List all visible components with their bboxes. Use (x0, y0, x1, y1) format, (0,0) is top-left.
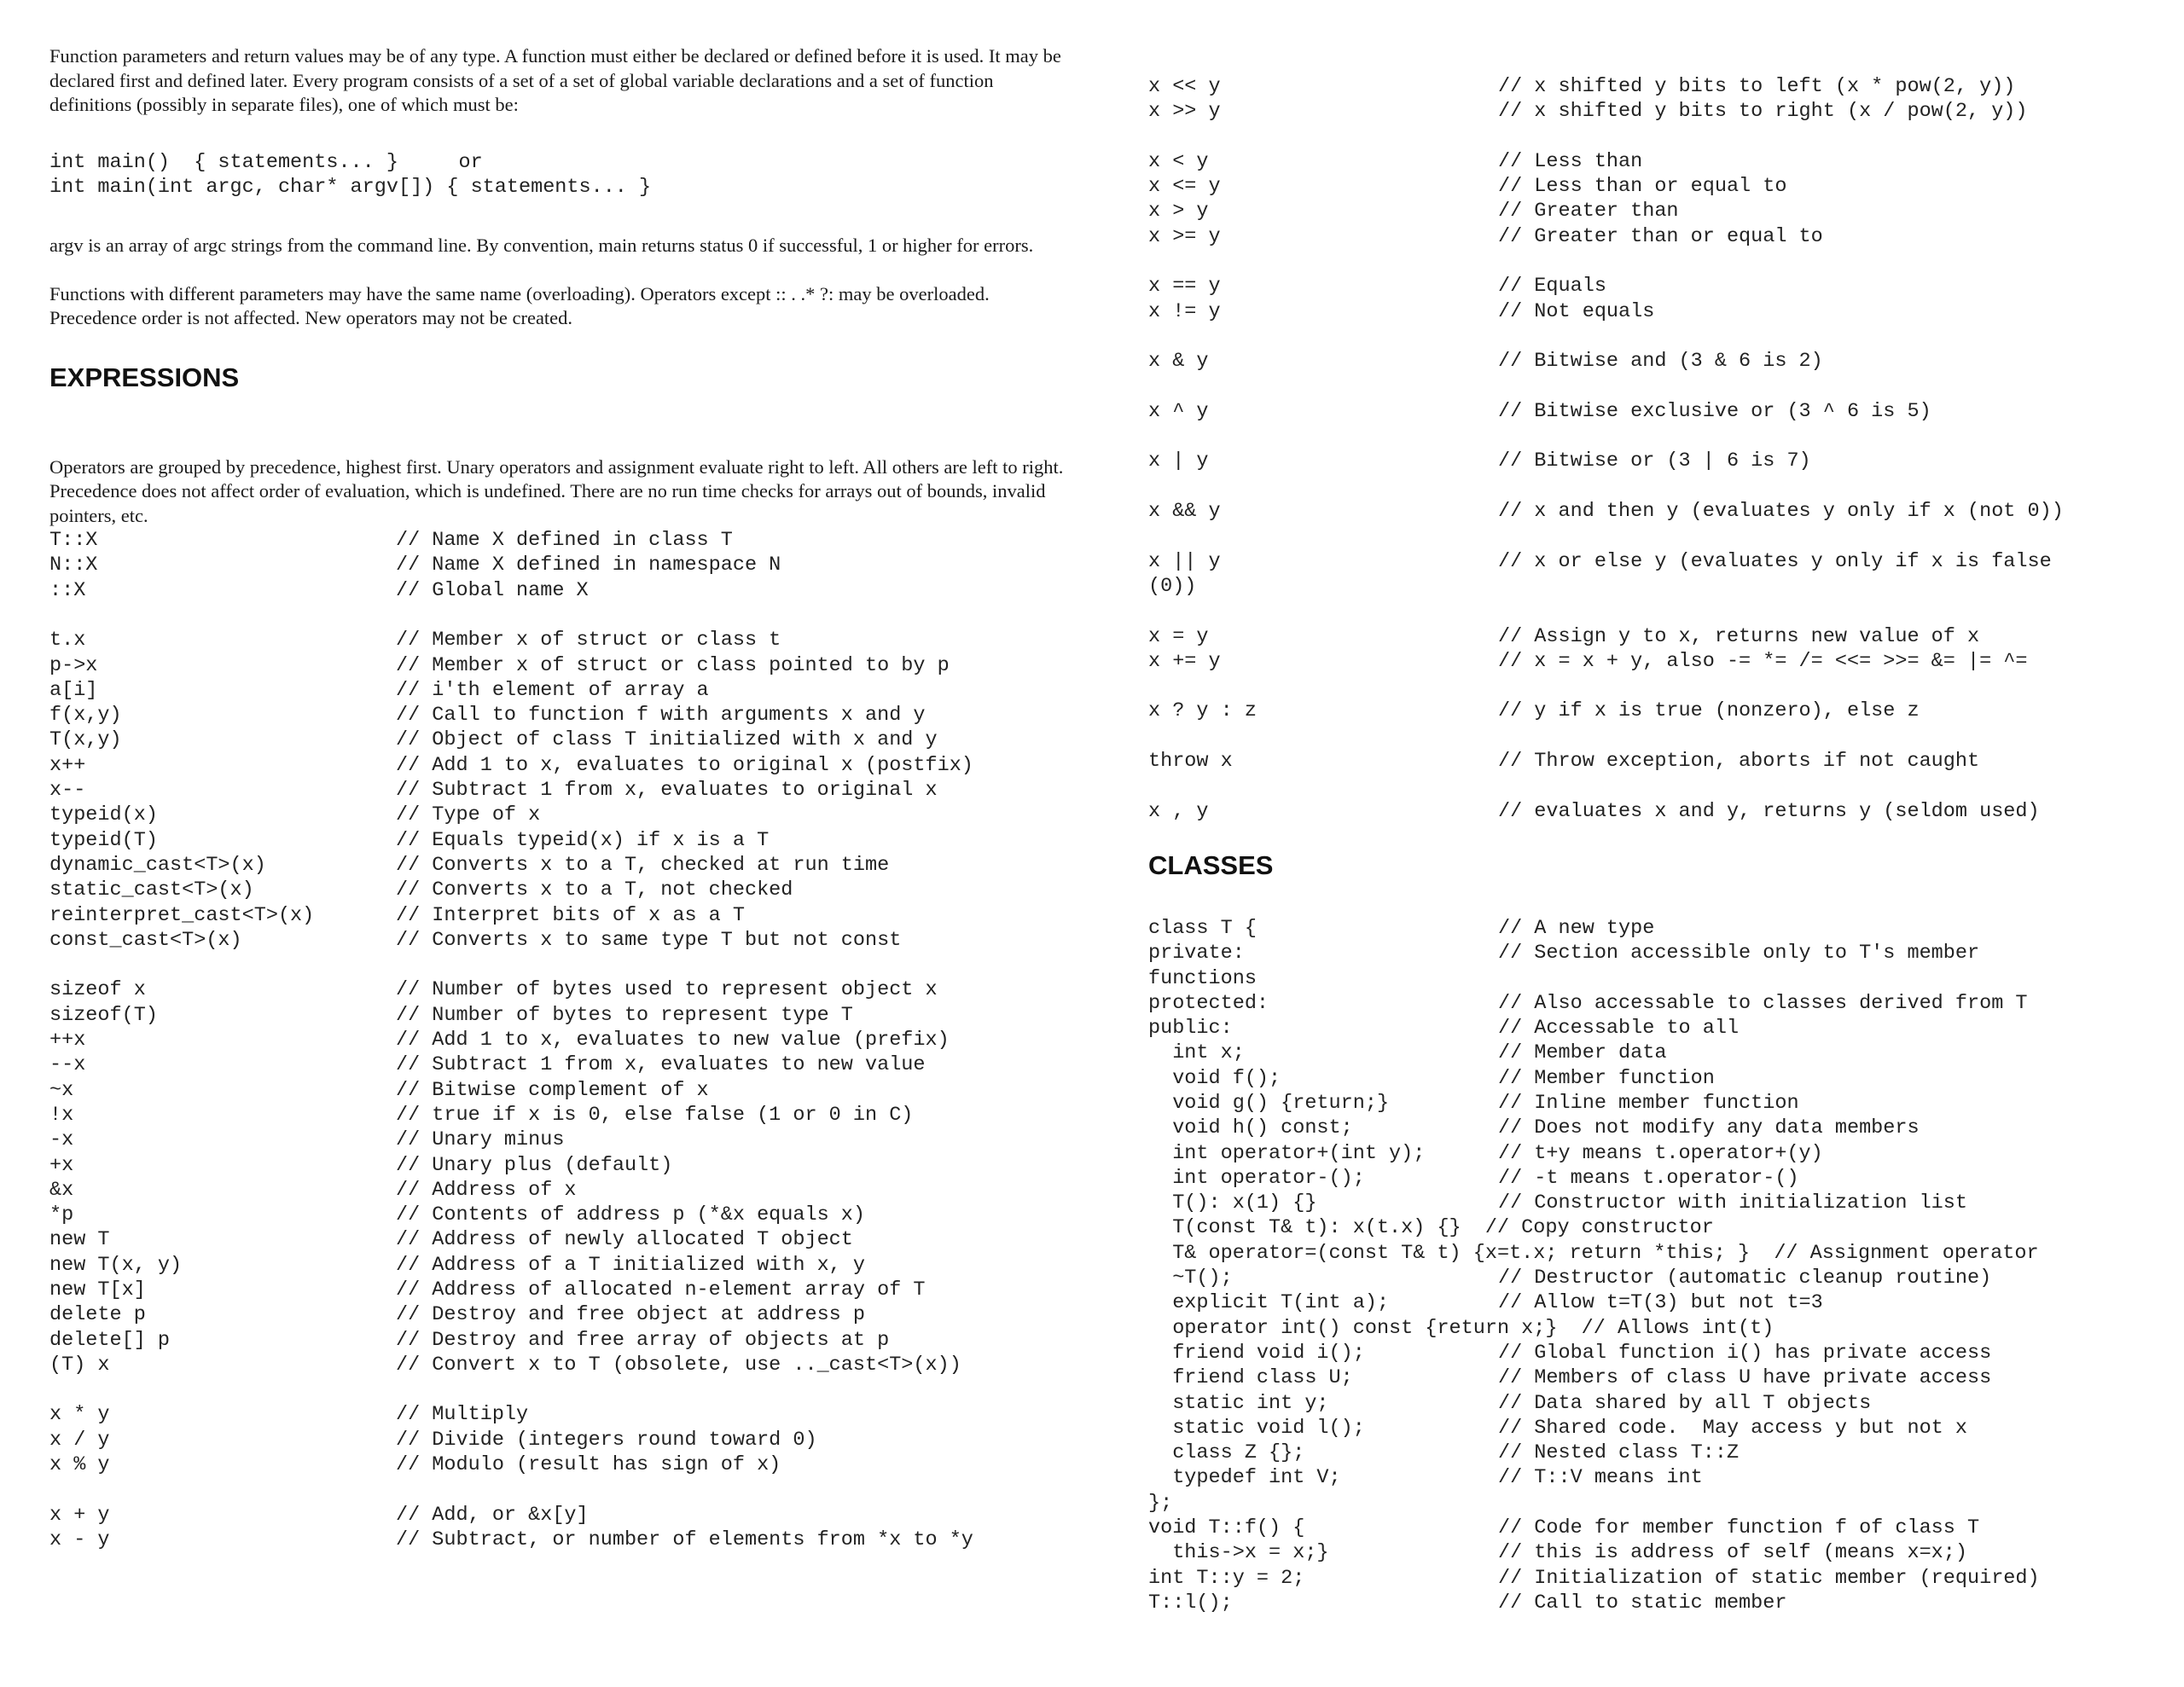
code-comment: // Does not modify any data members (1498, 1116, 1920, 1140)
code-row (49, 678, 1065, 703)
code-row (1148, 574, 2155, 599)
code-expression: sizeof(T) (49, 1003, 158, 1027)
code-expression: void h() const; (1148, 1116, 1353, 1140)
code-comment: // Add 1 to x, evaluates to new value (prefix) (396, 1029, 950, 1052)
code-row (49, 778, 1065, 803)
code-comment: // x or else y (evaluates y only if x is false (1498, 549, 2052, 573)
code-comment: // Bitwise exclusive or (3 ^ 6 is 5) (1498, 399, 1931, 423)
code-comment: // Member x of struct or class t (396, 629, 781, 652)
code-expression: a[i] (49, 678, 98, 702)
code-comment: // Also accessable to classes derived from T (1498, 991, 2028, 1015)
code-row (1148, 1491, 2155, 1516)
code-comment: // Inline member function (1498, 1091, 1799, 1115)
code-comment: // Converts x to same type T but not const (396, 928, 902, 952)
code-row (49, 553, 1065, 577)
code-comment: // x and then y (evaluates y only if x (not 0)) (1498, 500, 2064, 524)
code-expression: new T[x] (49, 1278, 146, 1301)
code-comment: // T::V means int (1498, 1466, 1703, 1490)
code-comment: // i'th element of array a (396, 678, 709, 702)
code-comment: // Converts x to a T, checked at run time (396, 853, 890, 877)
code-expression: x + y (49, 1503, 110, 1527)
code-expression: T(): x(1) {} (1148, 1191, 1317, 1215)
code-comment: // Subtract 1 from x, evaluates to original x (396, 779, 938, 803)
code-comment: // Subtract 1 from x, evaluates to new value (396, 1053, 926, 1077)
code-comment: // t+y means t.operator+(y) (1498, 1141, 1823, 1165)
code-row (1148, 1191, 2155, 1215)
code-row (1148, 499, 2155, 524)
code-comment: // Add 1 to x, evaluates to original x (postfix) (396, 753, 973, 777)
code-comment: // Address of a T initialized with x, y (396, 1253, 865, 1277)
code-row (49, 1278, 1065, 1302)
classes-heading: CLASSES (1148, 849, 1274, 880)
code-expression: f(x,y) (49, 704, 122, 728)
code-row (49, 578, 1065, 603)
code-comment: // Not equals (1498, 299, 1655, 323)
code-row (49, 1103, 1065, 1128)
code-line: int main() { statements... } or (49, 150, 483, 174)
code-expression: x == y (1148, 275, 1221, 299)
code-comment: // Section accessible only to T's member (1498, 942, 1980, 965)
code-expression: class Z {}; (1148, 1441, 1305, 1465)
code-expression: delete[] p (49, 1328, 171, 1352)
code-comment: // Less than or equal to (1498, 175, 1787, 199)
code-comment: // Destroy and free array of objects at p (396, 1328, 890, 1352)
code-expression: typedef int V; (1148, 1466, 1341, 1490)
code-row (49, 628, 1065, 652)
code-expression: static int y; (1148, 1391, 1329, 1415)
code-comment: // Number of bytes to represent type T (396, 1003, 853, 1027)
code-expression: -x (49, 1128, 74, 1152)
code-comment: // Data shared by all T objects (1498, 1391, 1872, 1415)
code-comment: // Allow t=T(3) but not t=3 (1498, 1291, 1823, 1315)
code-expression: int x; (1148, 1041, 1245, 1065)
code-comment: // Assign y to x, returns new value of x (1498, 624, 1980, 648)
code-expression: x <= y (1148, 175, 1221, 199)
code-comment: // Object of class T initialized with x and y (396, 728, 938, 752)
code-expression: x += y (1148, 649, 1221, 673)
code-row (1148, 1465, 2155, 1490)
code-row (1148, 1566, 2155, 1591)
code-expression: int operator+(int y); (1148, 1141, 1426, 1165)
code-expression: new T (49, 1228, 110, 1252)
code-expression: x >= y (1148, 224, 1221, 248)
code-row (49, 1203, 1065, 1227)
left-column (49, 44, 1065, 1552)
code-comment: // Converts x to a T, not checked (396, 878, 793, 902)
code-comment: // Call to static member (1498, 1591, 1787, 1615)
code-comment: // Throw exception, aborts if not caught (1498, 750, 1980, 774)
code-expression: t.x (49, 629, 86, 652)
code-expression: +x (49, 1153, 74, 1177)
code-comment: // Name X defined in class T (396, 529, 733, 553)
code-row (1148, 174, 2155, 199)
intro-paragraph: Function parameters and return values may be of any type. A function must either be declared or defined before it is used. It may be declared first and defined later. Every program consists of a set of a set of global variable declarations and a set of function definitions (possibly in separate files), one of which must be: (49, 45, 1061, 115)
code-comment: // Less than (1498, 149, 1643, 173)
code-row (49, 653, 1065, 678)
code-expression: explicit T(int a); (1148, 1291, 1390, 1315)
code-comment: // x shifted y bits to left (x * pow(2, y)) (1498, 75, 2016, 98)
code-comment: // Equals typeid(x) if x is a T (396, 828, 770, 852)
code-row (49, 1227, 1065, 1252)
code-row (49, 1128, 1065, 1152)
expressions-heading: EXPRESSIONS (49, 362, 240, 392)
code-comment: // x shifted y bits to right (x / pow(2, y)) (1498, 100, 2028, 124)
code-line: int main(int argc, char* argv[]) { statements... } (49, 175, 652, 199)
code-row (1148, 624, 2155, 649)
code-expression: delete p (49, 1303, 146, 1327)
code-row (1148, 1341, 2155, 1365)
operator-table (1148, 74, 2155, 824)
code-row (1148, 1316, 2155, 1341)
code-expression: !x (49, 1103, 74, 1127)
code-expression: T& operator=(const T& t) {x=t.x; return *this; } // Assignment operator (1148, 1241, 2039, 1265)
code-row (1148, 449, 2155, 473)
code-row (1148, 1241, 2155, 1266)
code-row (49, 928, 1065, 953)
code-expression: x << y (1148, 75, 1221, 98)
code-row (49, 1302, 1065, 1327)
code-comment: // Address of allocated n-element array of T (396, 1278, 926, 1301)
expression-table (49, 528, 1065, 1552)
code-row (1148, 991, 2155, 1016)
code-comment: // x = x + y, also -= *= /= <<= >>= &= |= ^= (1498, 649, 2028, 673)
code-row (49, 1178, 1065, 1203)
code-expression: x || y (1148, 549, 1221, 573)
code-expression: T::l(); (1148, 1591, 1233, 1615)
code-expression: typeid(T) (49, 828, 158, 852)
argv-paragraph: argv is an array of argc strings from the command line. By convention, main returns status 0 if successful, 1 or higher for errors. (49, 235, 1034, 257)
code-row (49, 1253, 1065, 1278)
code-comment: // Accessable to all (1498, 1017, 1740, 1041)
code-row (1148, 1266, 2155, 1290)
code-row (1148, 1116, 2155, 1140)
code-row (1148, 799, 2155, 824)
code-row (1148, 1290, 2155, 1315)
code-row (1148, 749, 2155, 774)
code-row (1148, 99, 2155, 124)
code-row (1148, 1365, 2155, 1390)
code-expression: }; (1148, 1491, 1173, 1515)
code-expression: T::X (49, 529, 98, 553)
code-expression: class T { (1148, 916, 1257, 940)
code-row (49, 1452, 1065, 1477)
code-expression: N::X (49, 554, 98, 577)
code-row (49, 903, 1065, 928)
code-expression: static void l(); (1148, 1416, 1365, 1440)
code-comment: // Bitwise complement of x (396, 1078, 709, 1102)
code-comment: // Contents of address p (*&x equals x) (396, 1203, 865, 1227)
code-comment: // Code for member function f of class T (1498, 1516, 1980, 1540)
code-comment: // this is address of self (means x=x;) (1498, 1541, 1967, 1565)
code-row (1148, 1166, 2155, 1191)
code-row (1148, 224, 2155, 249)
code-expression: x & y (1148, 350, 1209, 374)
code-row (49, 703, 1065, 728)
code-expression: static_cast<T>(x) (49, 878, 254, 902)
code-comment: // Global name X (396, 578, 589, 602)
code-row (1148, 274, 2155, 299)
code-row (49, 753, 1065, 778)
code-expression: void T::f() { (1148, 1516, 1305, 1540)
code-comment: // Member data (1498, 1041, 1667, 1065)
code-comment: // Greater than (1498, 200, 1679, 223)
code-expression: (0)) (1148, 574, 1197, 598)
code-expression: ::X (49, 578, 86, 602)
code-row (49, 1503, 1065, 1528)
code-row (1148, 1516, 2155, 1540)
code-row (1148, 299, 2155, 324)
code-row (1148, 549, 2155, 574)
code-expression: --x (49, 1053, 86, 1077)
code-row (49, 803, 1065, 827)
code-row (49, 528, 1065, 553)
code-row (49, 1402, 1065, 1427)
operators-paragraph: Operators are grouped by precedence, highest first. Unary operators and assignment evaluate right to left. All others are left to right. Precedence does not affect order of evaluation, which is undefined. There are no run time checks for arrays out of bounds, invalid pointers, etc. (49, 455, 1064, 526)
code-expression: x++ (49, 753, 86, 777)
code-expression: new T(x, y) (49, 1253, 183, 1277)
code-comment: // Add, or &x[y] (396, 1503, 589, 1527)
code-expression: void f(); (1148, 1066, 1281, 1090)
code-expression: x != y (1148, 299, 1221, 323)
code-row (1148, 149, 2155, 174)
code-row (1148, 1391, 2155, 1416)
code-row (1148, 649, 2155, 674)
code-comment: // y if x is true (nonzero), else z (1498, 699, 1920, 723)
code-row (1148, 74, 2155, 99)
code-comment: // Name X defined in namespace N (396, 554, 781, 577)
code-row (1148, 1591, 2155, 1615)
code-row (49, 1003, 1065, 1028)
code-expression: dynamic_cast<T>(x) (49, 853, 266, 877)
code-expression: void g() {return;} (1148, 1091, 1390, 1115)
code-comment: // Global function i() has private access (1498, 1341, 1992, 1365)
class-definition (1148, 916, 2155, 1615)
main-signatures (49, 150, 1065, 200)
code-expression: sizeof x (49, 978, 146, 1002)
code-expression: x = y (1148, 624, 1209, 648)
code-comment: // Interpret bits of x as a T (396, 903, 745, 927)
code-comment: // Greater than or equal to (1498, 224, 1823, 248)
code-comment: // Destructor (automatic cleanup routine) (1498, 1267, 1992, 1290)
code-expression: T(const T& t): x(t.x) {} // Copy constructor (1148, 1216, 1714, 1240)
code-expression: protected: (1148, 991, 1269, 1015)
code-expression: throw x (1148, 750, 1233, 774)
code-comment: // Divide (integers round toward 0) (396, 1428, 817, 1452)
code-row (1148, 1215, 2155, 1240)
code-expression: ~T(); (1148, 1267, 1233, 1290)
code-expression: functions (1148, 966, 1257, 990)
code-row (1148, 966, 2155, 991)
code-comment: // Modulo (result has sign of x) (396, 1453, 781, 1477)
code-row (49, 828, 1065, 853)
code-comment: // -t means t.operator-() (1498, 1166, 1799, 1190)
code-row (1148, 1041, 2155, 1065)
code-comment: // Members of class U have private access (1498, 1366, 1992, 1390)
code-expression: x / y (49, 1428, 110, 1452)
code-row (49, 1078, 1065, 1103)
code-expression: *p (49, 1203, 74, 1227)
code-comment: // Nested class T::Z (1498, 1441, 1740, 1465)
code-comment: // Number of bytes used to represent object x (396, 978, 938, 1002)
code-comment: // Address of newly allocated T object (396, 1228, 853, 1252)
code-row (49, 1328, 1065, 1353)
code-comment: // Convert x to T (obsolete, use .._cast<T>(x)) (396, 1353, 961, 1377)
code-comment: // A new type (1498, 916, 1655, 940)
code-comment: // Type of x (396, 803, 541, 827)
code-expression: x % y (49, 1453, 110, 1477)
code-expression: int T::y = 2; (1148, 1566, 1305, 1590)
code-expression: x | y (1148, 449, 1209, 473)
code-expression: operator int() const {return x;} // Allows int(t) (1148, 1316, 1774, 1340)
code-comment: // Multiply (396, 1403, 529, 1427)
code-expression: friend void i(); (1148, 1341, 1365, 1365)
code-row (1148, 349, 2155, 374)
code-expression: x * y (49, 1403, 110, 1427)
code-expression: private: (1148, 942, 1245, 965)
code-row (1148, 1540, 2155, 1565)
code-row (1148, 916, 2155, 941)
code-row (49, 1153, 1065, 1178)
code-expression: x > y (1148, 200, 1209, 223)
code-comment: // Destroy and free object at address p (396, 1303, 865, 1327)
code-expression: const_cast<T>(x) (49, 928, 242, 952)
code-row (1148, 1141, 2155, 1166)
code-comment: // Unary minus (396, 1128, 565, 1152)
code-row (49, 728, 1065, 752)
code-row (49, 1052, 1065, 1077)
code-expression: ++x (49, 1029, 86, 1052)
code-expression: friend class U; (1148, 1366, 1353, 1390)
code-comment: // Initialization of static member (required) (1498, 1566, 2040, 1590)
code-row (1148, 199, 2155, 223)
code-expression: typeid(x) (49, 803, 158, 827)
code-comment: // Unary plus (default) (396, 1153, 673, 1177)
code-expression: x - y (49, 1528, 110, 1551)
code-comment: // Constructor with initialization list (1498, 1191, 1967, 1215)
code-expression: &x (49, 1178, 74, 1202)
code-row (1148, 1091, 2155, 1116)
code-comment: // Address of x (396, 1178, 577, 1202)
code-expression: x >> y (1148, 100, 1221, 124)
code-comment: // Member function (1498, 1066, 1715, 1090)
code-row (1148, 399, 2155, 424)
code-comment: // true if x is 0, else false (1 or 0 in C) (396, 1103, 914, 1127)
code-expression: x , y (1148, 799, 1209, 823)
code-comment: // Member x of struct or class pointed to by p (396, 653, 950, 677)
code-row (49, 1028, 1065, 1052)
code-row (49, 853, 1065, 878)
code-comment: // Equals (1498, 275, 1606, 299)
code-row (1148, 1066, 2155, 1091)
code-expression: x ^ y (1148, 399, 1209, 423)
code-expression: ~x (49, 1078, 74, 1102)
code-expression: public: (1148, 1017, 1233, 1041)
overloading-paragraph: Functions with different parameters may have the same name (overloading). Operators except :: . .* ?: may be overloaded. Precedence order is not affected. New operators may not be created. (49, 282, 990, 329)
right-column (1148, 44, 2155, 1615)
code-row (1148, 941, 2155, 965)
code-row (1148, 1441, 2155, 1465)
code-comment: // Bitwise and (3 & 6 is 2) (1498, 350, 1823, 374)
code-row (49, 1528, 1065, 1552)
code-expression: x < y (1148, 149, 1209, 173)
code-expression: reinterpret_cast<T>(x) (49, 903, 315, 927)
code-row (1148, 699, 2155, 723)
code-expression: x && y (1148, 500, 1221, 524)
code-row (1148, 1416, 2155, 1441)
code-comment: // Bitwise or (3 | 6 is 7) (1498, 449, 1811, 473)
code-row (49, 1428, 1065, 1452)
code-comment: // Shared code. May access y but not x (1498, 1416, 1967, 1440)
code-expression: int operator-(); (1148, 1166, 1365, 1190)
code-row (49, 878, 1065, 902)
code-comment: // Subtract, or number of elements from *x to *y (396, 1528, 973, 1551)
code-expression: x-- (49, 779, 86, 803)
code-expression: this->x = x;} (1148, 1541, 1329, 1565)
code-row (49, 1353, 1065, 1377)
code-expression: T(x,y) (49, 728, 122, 752)
code-expression: x ? y : z (1148, 699, 1257, 723)
code-comment: // Call to function f with arguments x and y (396, 704, 926, 728)
code-row (1148, 1016, 2155, 1041)
code-expression: (T) x (49, 1353, 110, 1377)
code-comment: // evaluates x and y, returns y (seldom used) (1498, 799, 2040, 823)
code-expression: p->x (49, 653, 98, 677)
code-row (49, 977, 1065, 1002)
